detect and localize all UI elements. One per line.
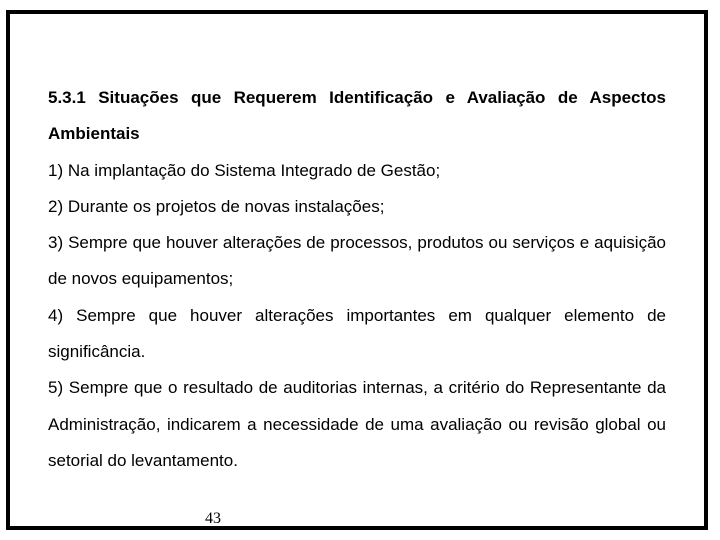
list-item-3: 3) Sempre que houver alterações de processos, produtos ou serviços e aquisição de novos equipamentos; (48, 233, 666, 289)
list-item-5: 5) Sempre que o resultado de auditorias internas, a critério do Representante da Administração, indicarem a necessidade de uma avaliação ou revisão global ou setorial do levantamento. (48, 378, 666, 470)
section-heading: 5.3.1 Situações que Requerem Identificação e Avaliação de Aspectos Ambientais (48, 88, 666, 144)
list-item-1: 1) Na implantação do Sistema Integrado de Gestão; (48, 160, 441, 180)
section-content (48, 80, 666, 479)
list-item-2: 2) Durante os projetos de novas instalações; (48, 196, 385, 216)
page-number: 43 (205, 510, 221, 527)
document-page (6, 10, 708, 530)
list-item-4: 4) Sempre que houver alterações importantes em qualquer elemento de significância. (48, 305, 666, 362)
